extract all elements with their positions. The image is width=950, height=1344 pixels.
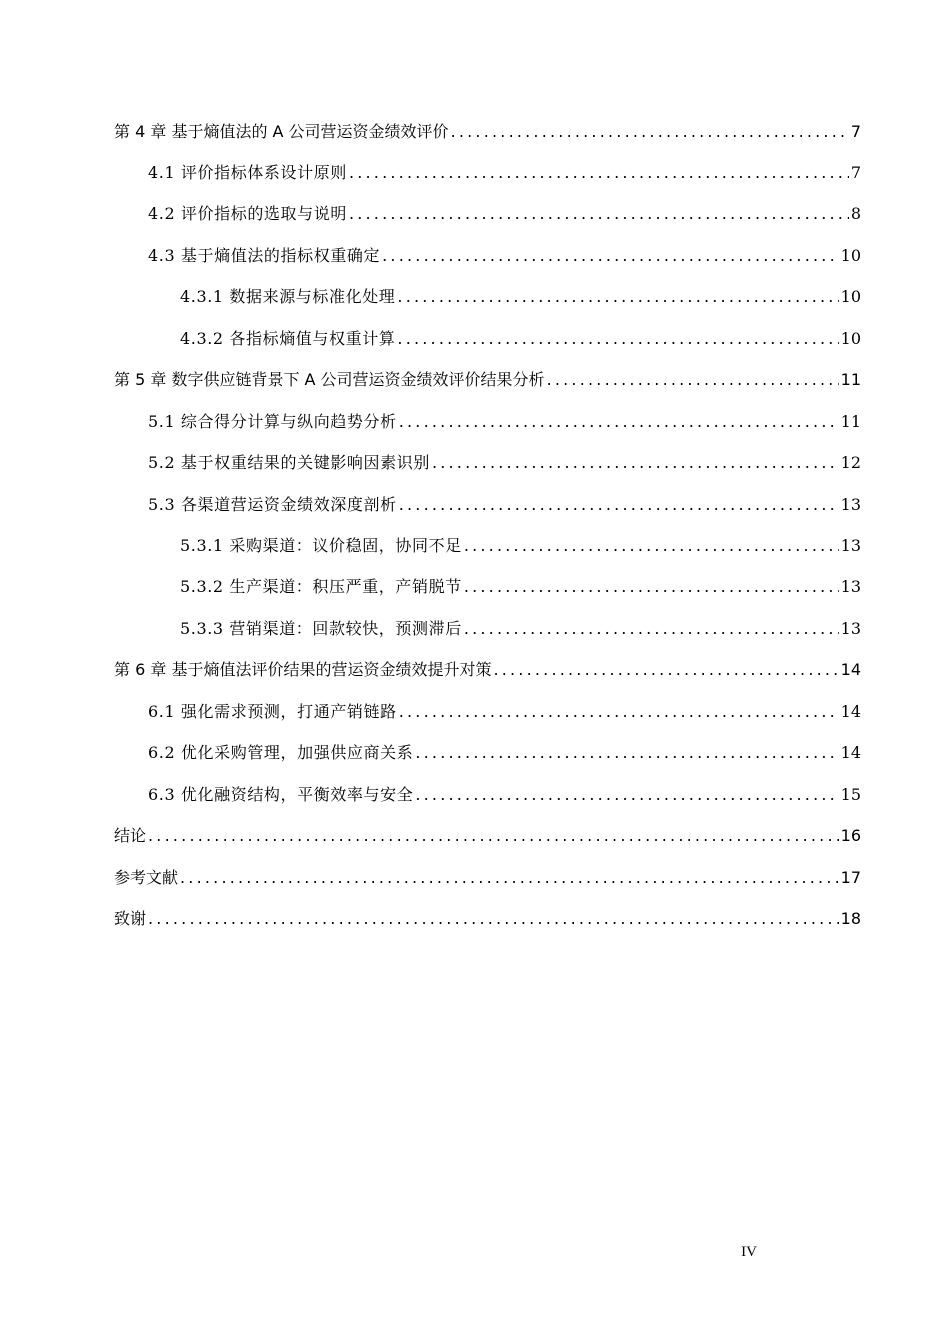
toc-entry-page: 14 [840, 660, 861, 679]
dot-leader [399, 491, 839, 519]
toc-entry-page: 17 [840, 868, 861, 887]
toc-entry-page: 7 [850, 163, 861, 182]
dot-leader [464, 532, 839, 560]
dot-leader [493, 656, 838, 684]
toc-entry-chapter-6[interactable] [114, 656, 861, 684]
toc-entry-page: 10 [840, 329, 861, 348]
toc-entry-title: 6.2 优化采购管理，加强供应商关系 [148, 743, 414, 762]
toc-entry-title: 4.3 基于熵值法的指标权重确定 [148, 246, 381, 265]
toc-entry-title: 5.1 综合得分计算与纵向趋势分析 [148, 412, 397, 431]
toc-entry-section-4-2[interactable] [148, 200, 861, 228]
toc-entry-references[interactable] [114, 864, 861, 892]
toc-entry-page: 13 [840, 619, 861, 638]
toc-entry-title: 5.3 各渠道营运资金绩效深度剖析 [148, 495, 397, 514]
toc-entry-title: 4.2 评价指标的选取与说明 [148, 204, 347, 223]
toc-entry-title: 第 5 章 数字供应链背景下 A 公司营运资金绩效评价结果分析 [114, 370, 545, 389]
dot-leader [349, 159, 849, 187]
toc-entry-title: 4.3.1 数据来源与标准化处理 [180, 287, 396, 306]
toc-entry-section-5-3[interactable] [148, 491, 861, 519]
toc-entry-page: 15 [840, 785, 861, 804]
toc-entry-conclusion[interactable] [114, 822, 861, 850]
toc-entry-title: 5.2 基于权重结果的关键影响因素识别 [148, 453, 430, 472]
toc-entry-page: 14 [840, 702, 861, 721]
toc-entry-title: 结论 [114, 826, 147, 845]
toc-entry-page: 18 [840, 909, 861, 928]
toc-entry-title: 6.1 强化需求预测，打通产销链路 [148, 702, 397, 721]
toc-entry-page: 10 [840, 246, 861, 265]
toc-entry-section-6-1[interactable] [148, 698, 861, 726]
toc-entry-title: 5.3.1 采购渠道：议价稳固，协同不足 [180, 536, 462, 555]
toc-entry-page: 12 [840, 453, 861, 472]
dot-leader [349, 200, 849, 228]
dot-leader [451, 118, 849, 146]
toc-entry-subsection-5-3-2[interactable] [180, 573, 861, 601]
toc-entry-subsection-4-3-1[interactable] [180, 283, 861, 311]
dot-leader [148, 822, 839, 850]
toc-entry-page: 16 [840, 826, 861, 845]
toc-entry-section-4-3[interactable] [148, 242, 861, 270]
dot-leader [180, 864, 839, 892]
toc-entry-title: 致谢 [114, 909, 147, 928]
toc-entry-title: 5.3.2 生产渠道：积压严重，产销脱节 [180, 577, 462, 596]
toc-entry-acknowledgements[interactable] [114, 905, 861, 933]
toc-entry-title: 6.3 优化融资结构，平衡效率与安全 [148, 785, 414, 804]
toc-entry-page: 13 [840, 577, 861, 596]
dot-leader [148, 905, 839, 933]
dot-leader [399, 698, 839, 726]
toc-entry-page: 11 [840, 412, 861, 431]
toc-entry-title: 第 6 章 基于熵值法评价结果的营运资金绩效提升对策 [114, 660, 492, 679]
toc-entry-title: 5.3.3 营销渠道：回款较快，预测滞后 [180, 619, 462, 638]
dot-leader [547, 366, 839, 394]
dot-leader [415, 739, 838, 767]
dot-leader [397, 283, 838, 311]
toc-entry-page: 8 [850, 204, 861, 223]
toc-entry-title: 参考文献 [114, 868, 179, 887]
toc-entry-page: 7 [850, 122, 861, 141]
toc-entry-page: 11 [840, 370, 861, 389]
toc-entry-section-6-2[interactable] [148, 739, 861, 767]
toc-entry-section-5-1[interactable] [148, 408, 861, 436]
dot-leader [415, 781, 838, 809]
toc-entry-subsection-5-3-3[interactable] [180, 615, 861, 643]
toc-entry-page: 13 [840, 536, 861, 555]
toc-entry-section-5-2[interactable] [148, 449, 861, 477]
toc-entry-section-6-3[interactable] [148, 781, 861, 809]
toc-entry-section-4-1[interactable] [148, 159, 861, 187]
dot-leader [464, 615, 839, 643]
toc-entry-page: 10 [840, 287, 861, 306]
dot-leader [432, 449, 839, 477]
page-number-footer: IV [741, 1244, 757, 1260]
dot-leader [382, 242, 839, 270]
dot-leader [464, 573, 839, 601]
toc-entry-chapter-5[interactable] [114, 366, 861, 394]
toc-entry-chapter-4[interactable] [114, 118, 861, 146]
toc-entry-title: 4.3.2 各指标熵值与权重计算 [180, 329, 396, 348]
toc-entry-page: 13 [840, 495, 861, 514]
toc-entry-page: 14 [840, 743, 861, 762]
dot-leader [397, 325, 838, 353]
toc-entry-subsection-5-3-1[interactable] [180, 532, 861, 560]
toc-entry-subsection-4-3-2[interactable] [180, 325, 861, 353]
toc-entry-title: 4.1 评价指标体系设计原则 [148, 163, 347, 182]
toc-entry-title: 第 4 章 基于熵值法的 A 公司营运资金绩效评价 [114, 122, 449, 141]
dot-leader [399, 408, 839, 436]
